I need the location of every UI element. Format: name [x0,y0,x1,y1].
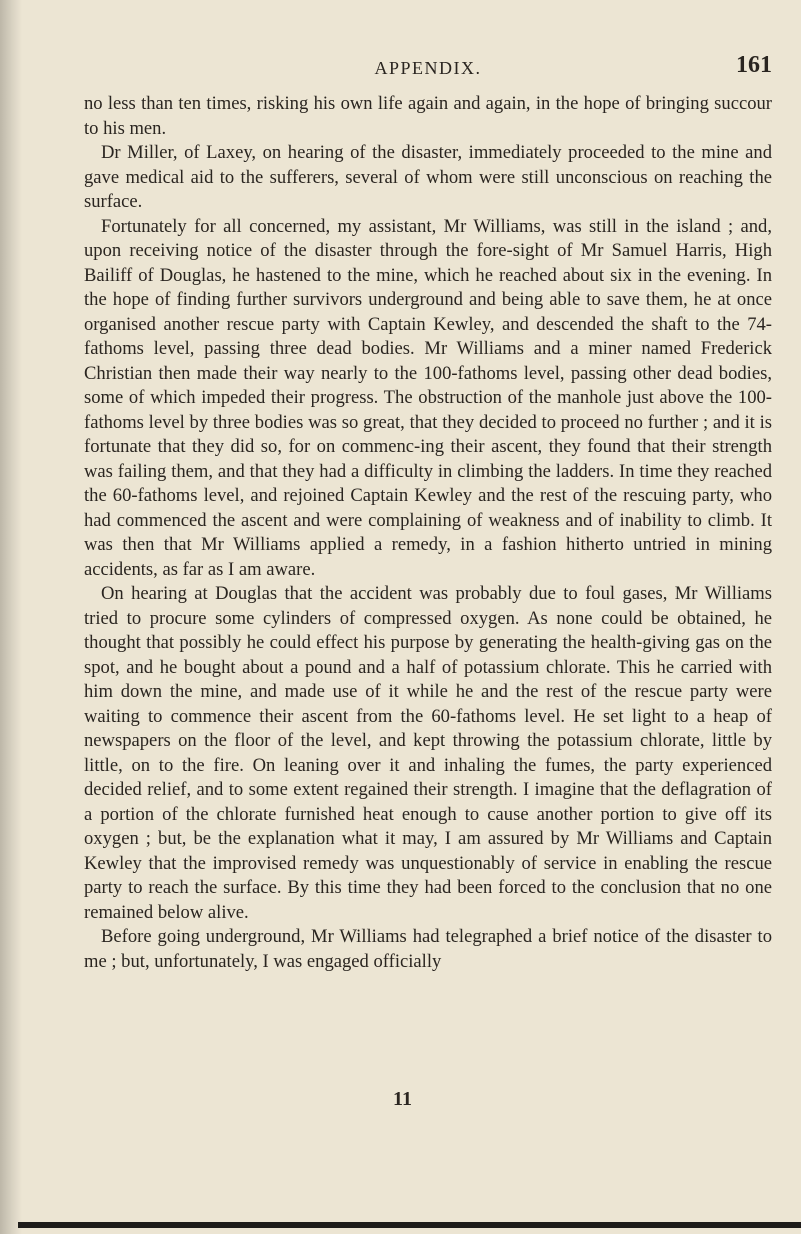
paragraph: On hearing at Douglas that the accident was probably due to foul gases, Mr Williams tried to procure some cylinders of compressed oxygen. As none could be obtained, he thought that possibly he could effect his purpose by generating the health-giving gas on the spot, and he bought about a pound and a half of potassium chlorate. This he carried with him down the mine, and made use of it while he and the rest of the rescue party were waiting to commence their ascent from the 60-fathoms level. He set light to a heap of newspapers on the floor of the level, and kept throwing the potassium chlorate, little by little, on to the fire. On leaning over it and inhaling the fumes, the party experienced decided relief, and to some extent regained their strength. I imagine that the deflagration of a portion of the chlorate furnished heat enough to cause another portion to give off its oxygen ; but, be the explanation what it may, I am assured by Mr Williams and Captain Kewley that the improvised remedy was unquestionably of service in enabling the rescue party to reach the surface. By this time they had been forced to the conclusion that no one remained below alive. [84,583,772,923]
page-number: 161 [736,52,772,78]
paragraph: Before going underground, Mr Williams had telegraphed a brief notice of the disaster to me ; but, unfortunately, I was engaged officially [84,926,772,972]
page-header [84,52,772,92]
bottom-rule [18,1222,801,1228]
paragraph: Fortunately for all concerned, my assistant, Mr Williams, was still in the island ; and, upon receiving notice of the disaster through the fore-sight of Mr Samuel Harris, High Bailiff of Douglas, he hastened to the mine, which he reached about six in the evening. In the hope of finding further survivors underground and being able to save them, he at once organised another rescue party with Captain Kewley, and descended the shaft to the 74-fathoms level, passing three dead bodies. Mr Williams and a miner named Frederick Christian then made their way nearly to the 100-fathoms level, passing other dead bodies, some of which impeded their progress. The obstruction of the manhole just above the 100-fathoms level by three bodies was so great, that they decided to proceed no further ; and it is fortunate that they did so, for on commenc-ing their ascent, they found that their strength was failing them, and that they had a difficulty in climbing the ladders. In time they reached the 60-fathoms level, and rejoined Captain Kewley and the rest of the rescuing party, who had commenced the ascent and were complaining of weakness and of inability to climb. It was then that Mr Williams applied a remedy, in a fashion hitherto untried in mining accidents, as far as I am aware. [84,215,772,580]
paragraph: Dr Miller, of Laxey, on hearing of the disaster, immediately proceeded to the mine and gave medical aid to the sufferers, several of whom were still unconscious on reaching the surface. [84,142,772,212]
body-text [84,92,772,974]
book-page [84,52,772,974]
paragraph: no less than ten times, risking his own life again and again, in the hope of bringing succour to his men. [84,93,772,139]
running-title: APPENDIX. [374,58,482,78]
book-binding-edge [0,0,22,1234]
signature-mark: 11 [393,1088,412,1110]
